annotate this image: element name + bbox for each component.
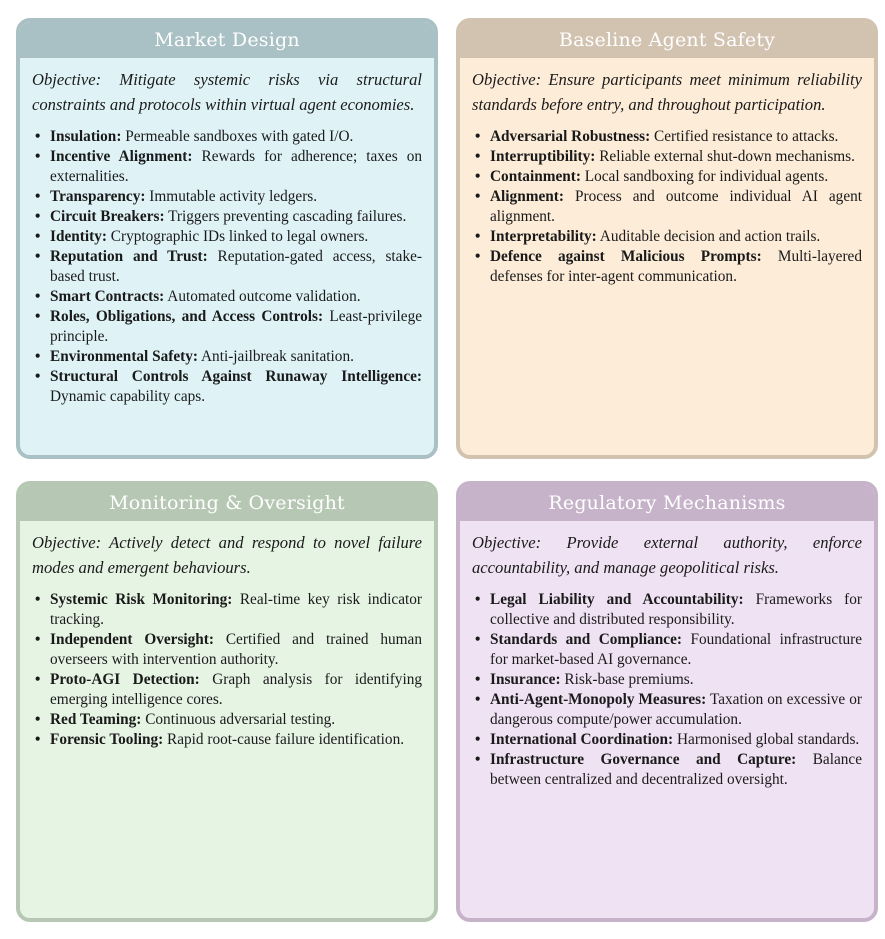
list-item (50, 147, 422, 187)
objective-text: Ensure participants meet minimum reliability standards before entry, and throughout participation. (472, 70, 862, 114)
list-item (490, 147, 862, 167)
item-desc: Auditable decision and action trails. (599, 228, 821, 245)
market-design-card (16, 18, 438, 459)
item-list (472, 590, 862, 790)
list-item (490, 690, 862, 730)
item-term: Insurance: (490, 671, 561, 688)
item-term: Circuit Breakers: (50, 208, 165, 225)
item-desc: Harmonised global standards. (676, 731, 860, 748)
item-desc: Rewards for adherence; taxes on externalities. (50, 148, 423, 185)
item-term: Containment: (490, 168, 581, 185)
card-body (460, 521, 874, 790)
item-list (32, 590, 422, 750)
item-term: Incentive Alignment: (50, 148, 193, 165)
item-term: Standards and Compliance: (490, 631, 682, 648)
item-desc: Frameworks for collective and distributed responsibility. (490, 591, 862, 628)
item-desc: Cryptographic IDs linked to legal owners. (110, 228, 369, 245)
item-term: Infrastructure Governance and Capture: (490, 751, 797, 768)
item-desc: Multi-layered defenses for inter-agent communication. (490, 248, 862, 285)
item-desc: Automated outcome validation. (167, 288, 361, 305)
item-list (472, 127, 862, 287)
objective-label: Objective: (32, 533, 102, 552)
item-term: Roles, Obligations, and Access Controls: (50, 308, 324, 325)
objective-text: Provide external authority, enforce accountability, and manage geopolitical risks. (472, 533, 862, 577)
item-term: Interpretability: (490, 228, 597, 245)
item-term: Systemic Risk Monitoring: (50, 591, 233, 608)
list-item (50, 710, 422, 730)
item-term: Environmental Safety: (50, 348, 199, 365)
baseline-agent-safety-card (456, 18, 878, 459)
item-term: Smart Contracts: (50, 288, 165, 305)
item-term: Red Teaming: (50, 711, 142, 728)
monitoring-oversight-card (16, 481, 438, 922)
list-item (50, 247, 422, 287)
item-term: Interruptibility: (490, 148, 596, 165)
list-item (490, 247, 862, 287)
item-desc: Taxation on excessive or dangerous compute/power accumulation. (490, 691, 862, 728)
list-item (490, 227, 862, 247)
item-desc: Process and outcome individual AI agent alignment. (490, 188, 863, 225)
list-item (490, 630, 862, 670)
list-item (490, 187, 862, 227)
item-desc: Foundational infrastructure for market-based AI governance. (490, 631, 862, 668)
objective-label: Objective: (472, 70, 542, 89)
list-item (50, 227, 422, 247)
item-desc: Rapid root-cause failure identification. (167, 731, 405, 748)
list-item (50, 187, 422, 207)
item-term: Identity: (50, 228, 107, 245)
card-title: Monitoring & Oversight (20, 485, 434, 521)
item-term: Independent Oversight: (50, 631, 214, 648)
list-item (490, 167, 862, 187)
item-term: Forensic Tooling: (50, 731, 164, 748)
list-item (50, 127, 422, 147)
objective-label: Objective: (472, 533, 542, 552)
card-title: Market Design (20, 22, 434, 58)
objective (32, 531, 422, 580)
list-item (490, 730, 862, 750)
list-item (50, 590, 422, 630)
item-term: International Coordination: (490, 731, 674, 748)
objective (32, 68, 422, 117)
card-title: Regulatory Mechanisms (460, 485, 874, 521)
item-term: Alignment: (490, 188, 564, 205)
item-term: Proto-AGI Detection: (50, 671, 200, 688)
item-term: Legal Liability and Accountability: (490, 591, 744, 608)
regulatory-mechanisms-card (456, 481, 878, 922)
item-list (32, 127, 422, 407)
list-item (50, 730, 422, 750)
item-desc: Immutable activity ledgers. (149, 188, 318, 205)
item-desc: Local sandboxing for individual agents. (584, 168, 829, 185)
item-desc: Reputation-gated access, stake-based trust. (50, 248, 423, 285)
item-desc: Risk-base premiums. (564, 671, 694, 688)
card-body (20, 521, 434, 750)
list-item (50, 307, 422, 347)
item-desc: Balance between centralized and decentralized oversight. (490, 751, 862, 788)
list-item (50, 207, 422, 227)
objective (472, 68, 862, 117)
list-item (50, 287, 422, 307)
list-item (50, 367, 422, 407)
card-body (460, 58, 874, 287)
item-desc: Triggers preventing cascading failures. (168, 208, 407, 225)
item-term: Transparency: (50, 188, 146, 205)
list-item (50, 670, 422, 710)
objective-label: Objective: (32, 70, 102, 89)
list-item (490, 670, 862, 690)
list-item (50, 347, 422, 367)
card-title: Baseline Agent Safety (460, 22, 874, 58)
item-desc: Continuous adversarial testing. (145, 711, 336, 728)
item-term: Reputation and Trust: (50, 248, 208, 265)
objective (472, 531, 862, 580)
list-item (490, 127, 862, 147)
item-desc: Permeable sandboxes with gated I/O. (125, 128, 354, 145)
list-item (490, 590, 862, 630)
objective-text: Mitigate systemic risks via structural constraints and protocols within virtual agent economies. (32, 70, 422, 114)
objective-text: Actively detect and respond to novel failure modes and emergent behaviours. (32, 533, 422, 577)
item-term: Insulation: (50, 128, 122, 145)
item-desc: Real-time key risk indicator tracking. (50, 591, 423, 628)
item-desc: Reliable external shut-down mechanisms. (599, 148, 855, 165)
item-desc: Certified resistance to attacks. (654, 128, 839, 145)
item-term: Structural Controls Against Runaway Intelligence: (50, 368, 422, 385)
list-item (50, 630, 422, 670)
item-desc: Least-privilege principle. (50, 308, 423, 345)
item-desc: Certified and trained human overseers with intervention authority. (50, 631, 422, 668)
list-item (490, 750, 862, 790)
item-desc: Graph analysis for identifying emerging intelligence cores. (50, 671, 422, 708)
item-term: Adversarial Robustness: (490, 128, 651, 145)
item-term: Defence against Malicious Prompts: (490, 248, 762, 265)
item-term: Anti-Agent-Monopoly Measures: (490, 691, 707, 708)
card-body (20, 58, 434, 407)
item-desc: Anti-jailbreak sanitation. (201, 348, 354, 365)
item-desc: Dynamic capability caps. (50, 388, 206, 405)
